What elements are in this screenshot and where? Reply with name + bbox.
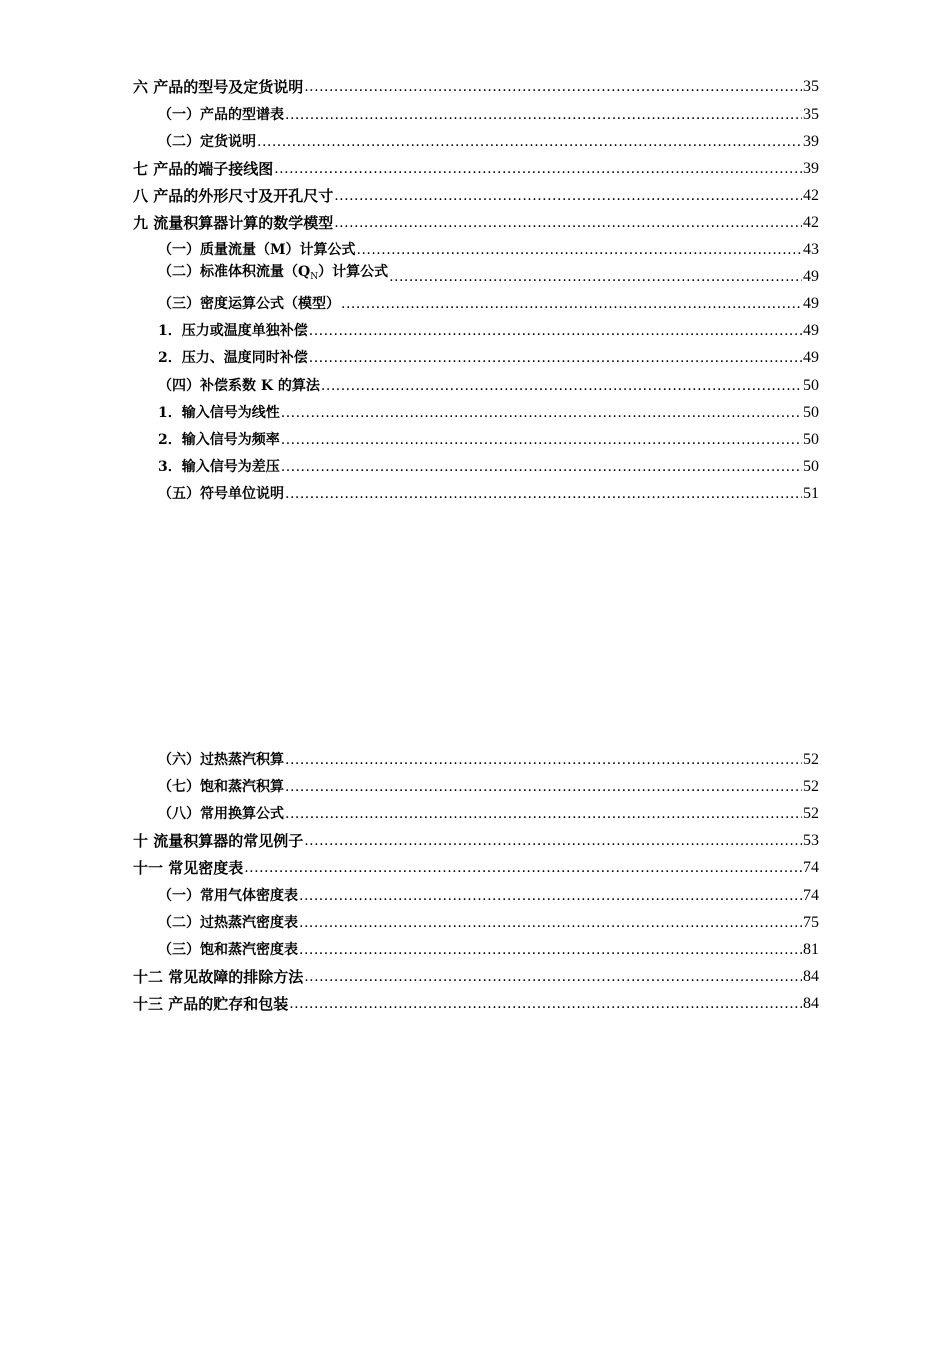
toc-entry <box>133 457 819 477</box>
toc-entry-title: （四）补偿系数 K 的算法 <box>158 378 320 394</box>
toc-entry-title: 九 流量积算器计算的数学模型 <box>133 214 334 232</box>
toc-entry <box>133 804 819 824</box>
toc-entry <box>133 403 819 423</box>
toc-entry-title: 2．压力、温度同时补偿 <box>158 350 308 366</box>
toc-leader-dots <box>285 484 802 504</box>
toc-leader-dots <box>299 940 802 960</box>
toc-entry-page: 42 <box>803 214 819 231</box>
toc-entry-title: （二）过热蒸汽密度表 <box>158 915 298 931</box>
toc-leader-dots <box>285 804 802 824</box>
toc-leader-dots <box>285 105 802 125</box>
toc-entry-page: 74 <box>803 887 819 904</box>
toc-entry-title: （五）符号单位说明 <box>158 486 284 502</box>
toc-entry-title: 十一 常见密度表 <box>133 859 244 877</box>
toc-leader-dots <box>309 321 802 341</box>
toc-entry-page: 50 <box>803 431 819 448</box>
toc-entry <box>133 294 819 314</box>
toc-entry-page: 52 <box>803 805 819 822</box>
toc-entry <box>133 777 819 797</box>
toc-entry-title: （八）常用换算公式 <box>158 806 284 822</box>
toc-entry <box>133 213 819 233</box>
toc-entry-title: （三）密度运算公式（模型） <box>158 296 340 312</box>
toc-entry <box>133 77 819 97</box>
toc-leader-dots <box>285 750 802 770</box>
toc-leader-dots <box>244 858 802 878</box>
toc-entry <box>133 484 819 504</box>
toc-entry-page: 35 <box>803 78 819 95</box>
toc-entry-title: （一）常用气体密度表 <box>158 888 298 904</box>
toc-entry <box>133 132 819 152</box>
subscript-n: N <box>310 272 319 282</box>
toc-entry-page: 49 <box>803 349 819 366</box>
toc-entry <box>133 105 819 125</box>
toc-entry <box>133 750 819 770</box>
toc-entry <box>133 886 819 906</box>
toc-entry <box>133 348 819 368</box>
toc-entry-page: 49 <box>803 268 819 285</box>
toc-leader-dots <box>304 967 802 987</box>
toc-entry-page: 49 <box>803 295 819 312</box>
toc-entry <box>133 264 819 287</box>
toc-entry-page: 74 <box>803 859 819 876</box>
toc-entry-title: （一）质量流量（M）计算公式 <box>158 242 356 258</box>
toc-entry <box>133 240 819 260</box>
toc-leader-dots <box>334 213 802 233</box>
toc-leader-dots <box>334 186 802 206</box>
toc-entry-title: 十二 常见故障的排除方法 <box>133 968 304 986</box>
toc-entry <box>133 831 819 851</box>
toc-entry-title: （七）饱和蒸汽积算 <box>158 779 284 795</box>
toc-entry-page: 52 <box>803 778 819 795</box>
toc-entry-page: 50 <box>803 458 819 475</box>
toc-leader-dots <box>304 77 802 97</box>
toc-title-part: ）计算公式 <box>318 264 389 280</box>
toc-entry-page: 49 <box>803 322 819 339</box>
toc-leader-dots <box>281 403 802 423</box>
toc-entry-title: 2．输入信号为频率 <box>158 432 280 448</box>
toc-entry-page: 42 <box>803 187 819 204</box>
toc-leader-dots <box>299 886 802 906</box>
toc-leader-dots <box>304 831 802 851</box>
toc-leader-dots <box>281 430 802 450</box>
toc-entry-page: 51 <box>803 485 819 502</box>
toc-leader-dots <box>389 267 802 287</box>
toc-leader-dots <box>309 348 802 368</box>
toc-entry-page: 53 <box>803 832 819 849</box>
toc-entry-page: 35 <box>803 106 819 123</box>
toc-entry <box>133 994 819 1014</box>
toc-entry <box>133 913 819 933</box>
toc-entry-title: 七 产品的端子接线图 <box>133 160 274 178</box>
toc-entry-title: 十 流量积算器的常见例子 <box>133 832 304 850</box>
toc-entry <box>133 967 819 987</box>
toc-entry <box>133 430 819 450</box>
toc-entry <box>133 186 819 206</box>
toc-entry-title <box>158 262 388 287</box>
toc-leader-dots <box>289 994 802 1014</box>
toc-entry-title: 六 产品的型号及定货说明 <box>133 78 304 96</box>
toc-leader-dots <box>257 132 802 152</box>
toc-title-part: （二）标准体积流量（Q <box>158 264 311 280</box>
toc-entry <box>133 858 819 878</box>
toc-entry-page: 52 <box>803 751 819 768</box>
toc-entry <box>133 321 819 341</box>
toc-leader-dots <box>357 240 803 260</box>
toc-leader-dots <box>321 376 802 396</box>
toc-leader-dots <box>341 294 802 314</box>
toc-leader-dots <box>281 457 802 477</box>
toc-entry-title: 八 产品的外形尺寸及开孔尺寸 <box>133 187 334 205</box>
toc-entry-page: 84 <box>803 995 819 1012</box>
toc-entry-page: 84 <box>803 968 819 985</box>
toc-entry-title: （三）饱和蒸汽密度表 <box>158 942 298 958</box>
toc-entry-page: 75 <box>803 914 819 931</box>
toc-entry-title: 1．输入信号为线性 <box>158 405 280 421</box>
toc-entry-title: （六）过热蒸汽积算 <box>158 752 284 768</box>
toc-entry <box>133 940 819 960</box>
toc-leader-dots <box>285 777 802 797</box>
toc-entry-page: 43 <box>803 241 819 258</box>
toc-leader-dots <box>274 159 802 179</box>
toc-entry-page: 39 <box>803 160 819 177</box>
toc-entry <box>133 159 819 179</box>
toc-entry-page: 39 <box>803 133 819 150</box>
toc-entry-title: 1．压力或温度单独补偿 <box>158 323 308 339</box>
toc-entry-title: （二）定货说明 <box>158 134 256 150</box>
toc-entry <box>133 376 819 396</box>
toc-entry-page: 50 <box>803 377 819 394</box>
toc-entry-page: 50 <box>803 404 819 421</box>
toc-entry-title: 十三 产品的贮存和包装 <box>133 995 289 1013</box>
toc-entry-page: 81 <box>803 941 819 958</box>
toc-entry-title: 3．输入信号为差压 <box>158 459 280 475</box>
toc-leader-dots <box>299 913 802 933</box>
toc-entry-title: （一）产品的型谱表 <box>158 107 284 123</box>
